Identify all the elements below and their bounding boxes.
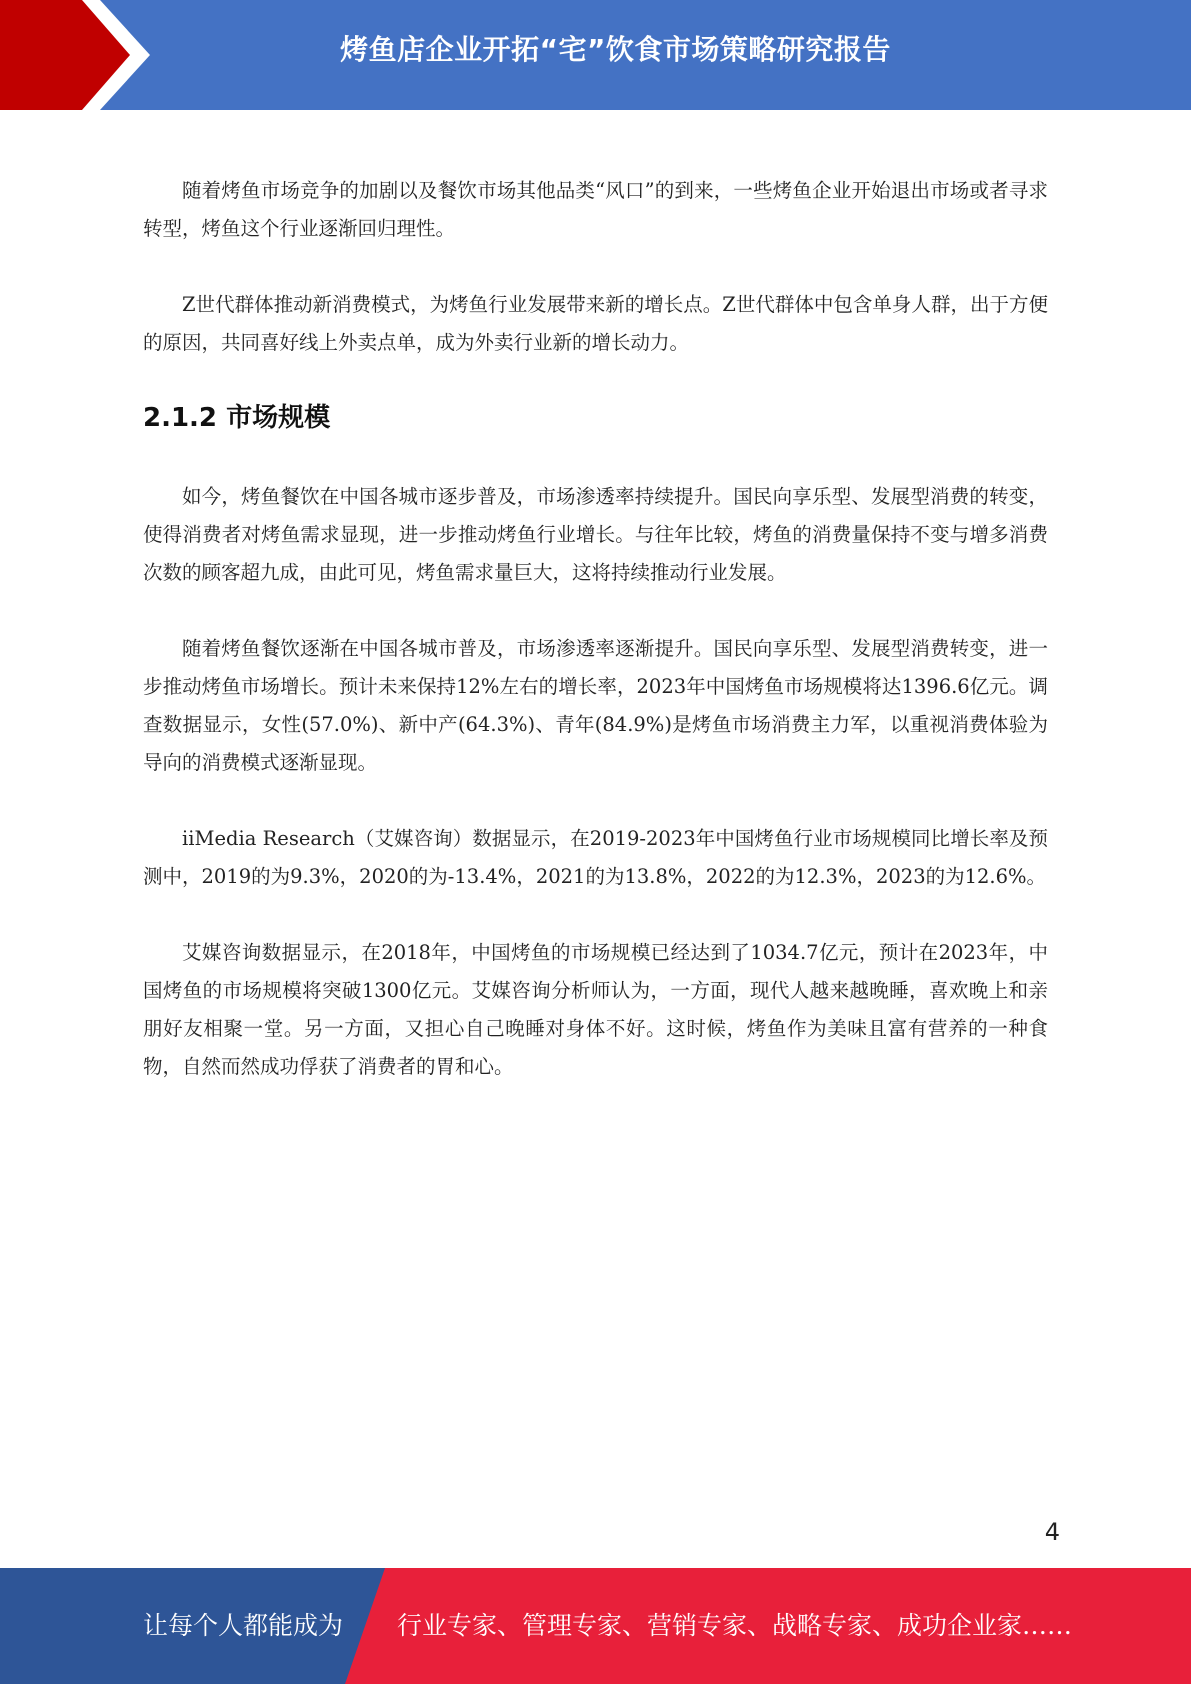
document-body: [143, 172, 1048, 1124]
paragraph-intro-2: Z世代群体推动新消费模式，为烤鱼行业发展带来新的增长点。Z世代群体中包含单身人群，出于方便的原因，共同喜好线上外卖点单，成为外卖行业新的增长动力。: [143, 293, 1048, 354]
page-number: 4: [1044, 1518, 1060, 1546]
paragraph-market-4: 艾媒咨询数据显示，在2018年，中国烤鱼的市场规模已经达到了1034.7亿元，预计在2023年，中国烤鱼的市场规模将突破1300亿元。艾媒咨询分析师认为，一方面，现代人越来越晚睡，喜欢晚上和亲朋好友相聚一堂。另一方面，又担心自己晚睡对身体不好。这时候，烤鱼作为美味且富有营养的一种食物，自然而然成功俘获了消费者的胃和心。: [143, 941, 1048, 1078]
footer-slogan-left: 让每个人都能成为: [143, 1611, 344, 1640]
page-footer: [0, 1568, 1191, 1684]
paragraph-market-2: 随着烤鱼餐饮逐渐在中国各城市普及，市场渗透率逐渐提升。国民向享乐型、发展型消费转变，进一步推动烤鱼市场增长。预计未来保持12%左右的增长率，2023年中国烤鱼市场规模将达1396.6亿元。调查数据显示，女性(57.0%)、新中产(64.3%)、青年(84.9%)是烤鱼市场消费主力军，以重视消费体验为导向的消费模式逐渐显现。: [143, 637, 1048, 774]
paragraph-market-1: 如今，烤鱼餐饮在中国各城市逐步普及，市场渗透率持续提升。国民向享乐型、发展型消费的转变，使得消费者对烤鱼需求显现，进一步推动烤鱼行业增长。与往年比较，烤鱼的消费量保持不变与增多消费次数的顾客超九成，由此可见，烤鱼需求量巨大，这将持续推动行业发展。: [143, 485, 1048, 584]
paragraph-intro-1: 随着烤鱼市场竞争的加剧以及餐饮市场其他品类“风口”的到来，一些烤鱼企业开始退出市场或者寻求转型，烤鱼这个行业逐渐回归理性。: [143, 179, 1048, 240]
footer-slogan-right: 行业专家、管理专家、营销专家、战略专家、成功企业家……: [397, 1611, 1073, 1640]
page-header: [0, 0, 1191, 110]
report-title: 烤鱼店企业开拓“宅”饮食市场策略研究报告: [340, 33, 891, 66]
paragraph-market-3: iiMedia Research（艾媒咨询）数据显示，在2019-2023年中国烤鱼行业市场规模同比增长率及预测中，2019的为9.3%，2020的为-13.4%，2021的为13.8%，2022的为12.3%，2023的为12.6%。: [143, 827, 1048, 888]
section-heading: 2.1.2 市场规模: [143, 403, 331, 433]
